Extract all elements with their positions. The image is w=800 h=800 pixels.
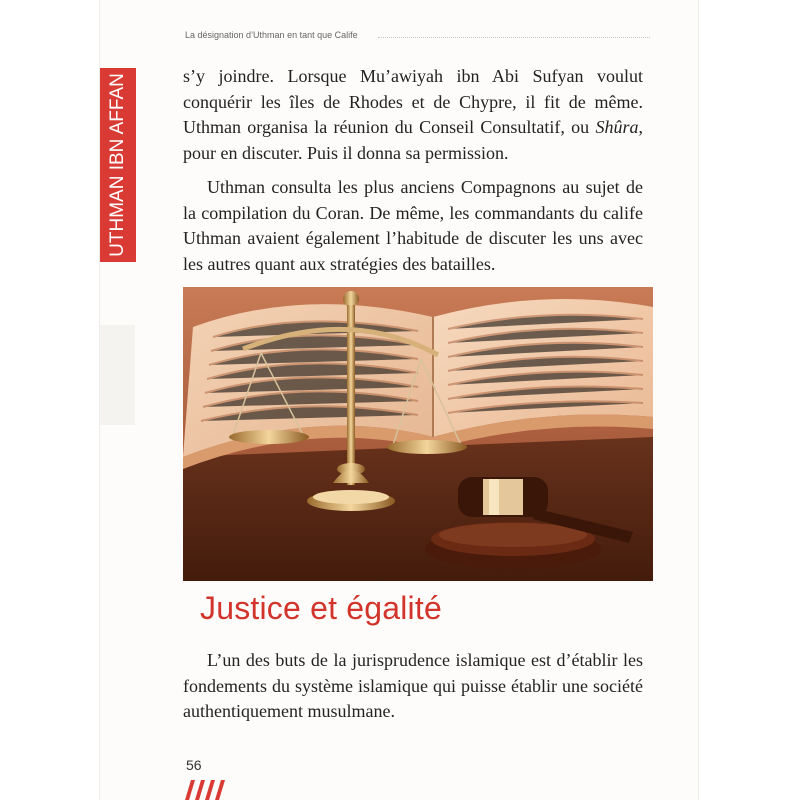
shura-term: Shûra (595, 117, 639, 137)
section-title: Justice et égalité (200, 590, 442, 626)
paragraph-1-end: , pour en discuter. Puis il donna sa permission. (183, 117, 643, 163)
paragraph-3-text: L’un des buts de la jurisprudence islamique est d’établir les fondements du système islamique qui puisse établir une société authentiquement musulmane. (183, 650, 643, 721)
paragraph-3 (183, 648, 643, 725)
justice-scales-illustration (183, 287, 653, 581)
paragraph-1-text: s’y joindre. Lorsque Mu’awiyah ibn Abi Sufyan voulut conquérir les îles de Rhodes et de Chypre, il fit de même. Uthman organisa la réunion du Conseil Consultatif, ou (183, 66, 643, 137)
page-number: 56 (186, 757, 202, 773)
running-header: La désignation d’Uthman en tant que Calife (185, 30, 358, 40)
paragraph-2 (183, 175, 643, 277)
margin-shade (100, 325, 135, 425)
paragraph-2-text: Uthman consulta les plus anciens Compagnons au sujet de la compilation du Coran. De même, les commandants du calife Uthman avaient également l’habitude de discuter les uns avec les autres quant aux stratégies des batailles. (183, 177, 643, 274)
paragraph-1 (183, 64, 643, 166)
decorative-stripes (185, 780, 230, 800)
justice-scales-icon (183, 287, 653, 581)
chapter-side-tab (100, 68, 136, 262)
header-rule (378, 37, 650, 38)
chapter-side-tab-label: UTHMAN IBN AFFAN (107, 73, 128, 257)
